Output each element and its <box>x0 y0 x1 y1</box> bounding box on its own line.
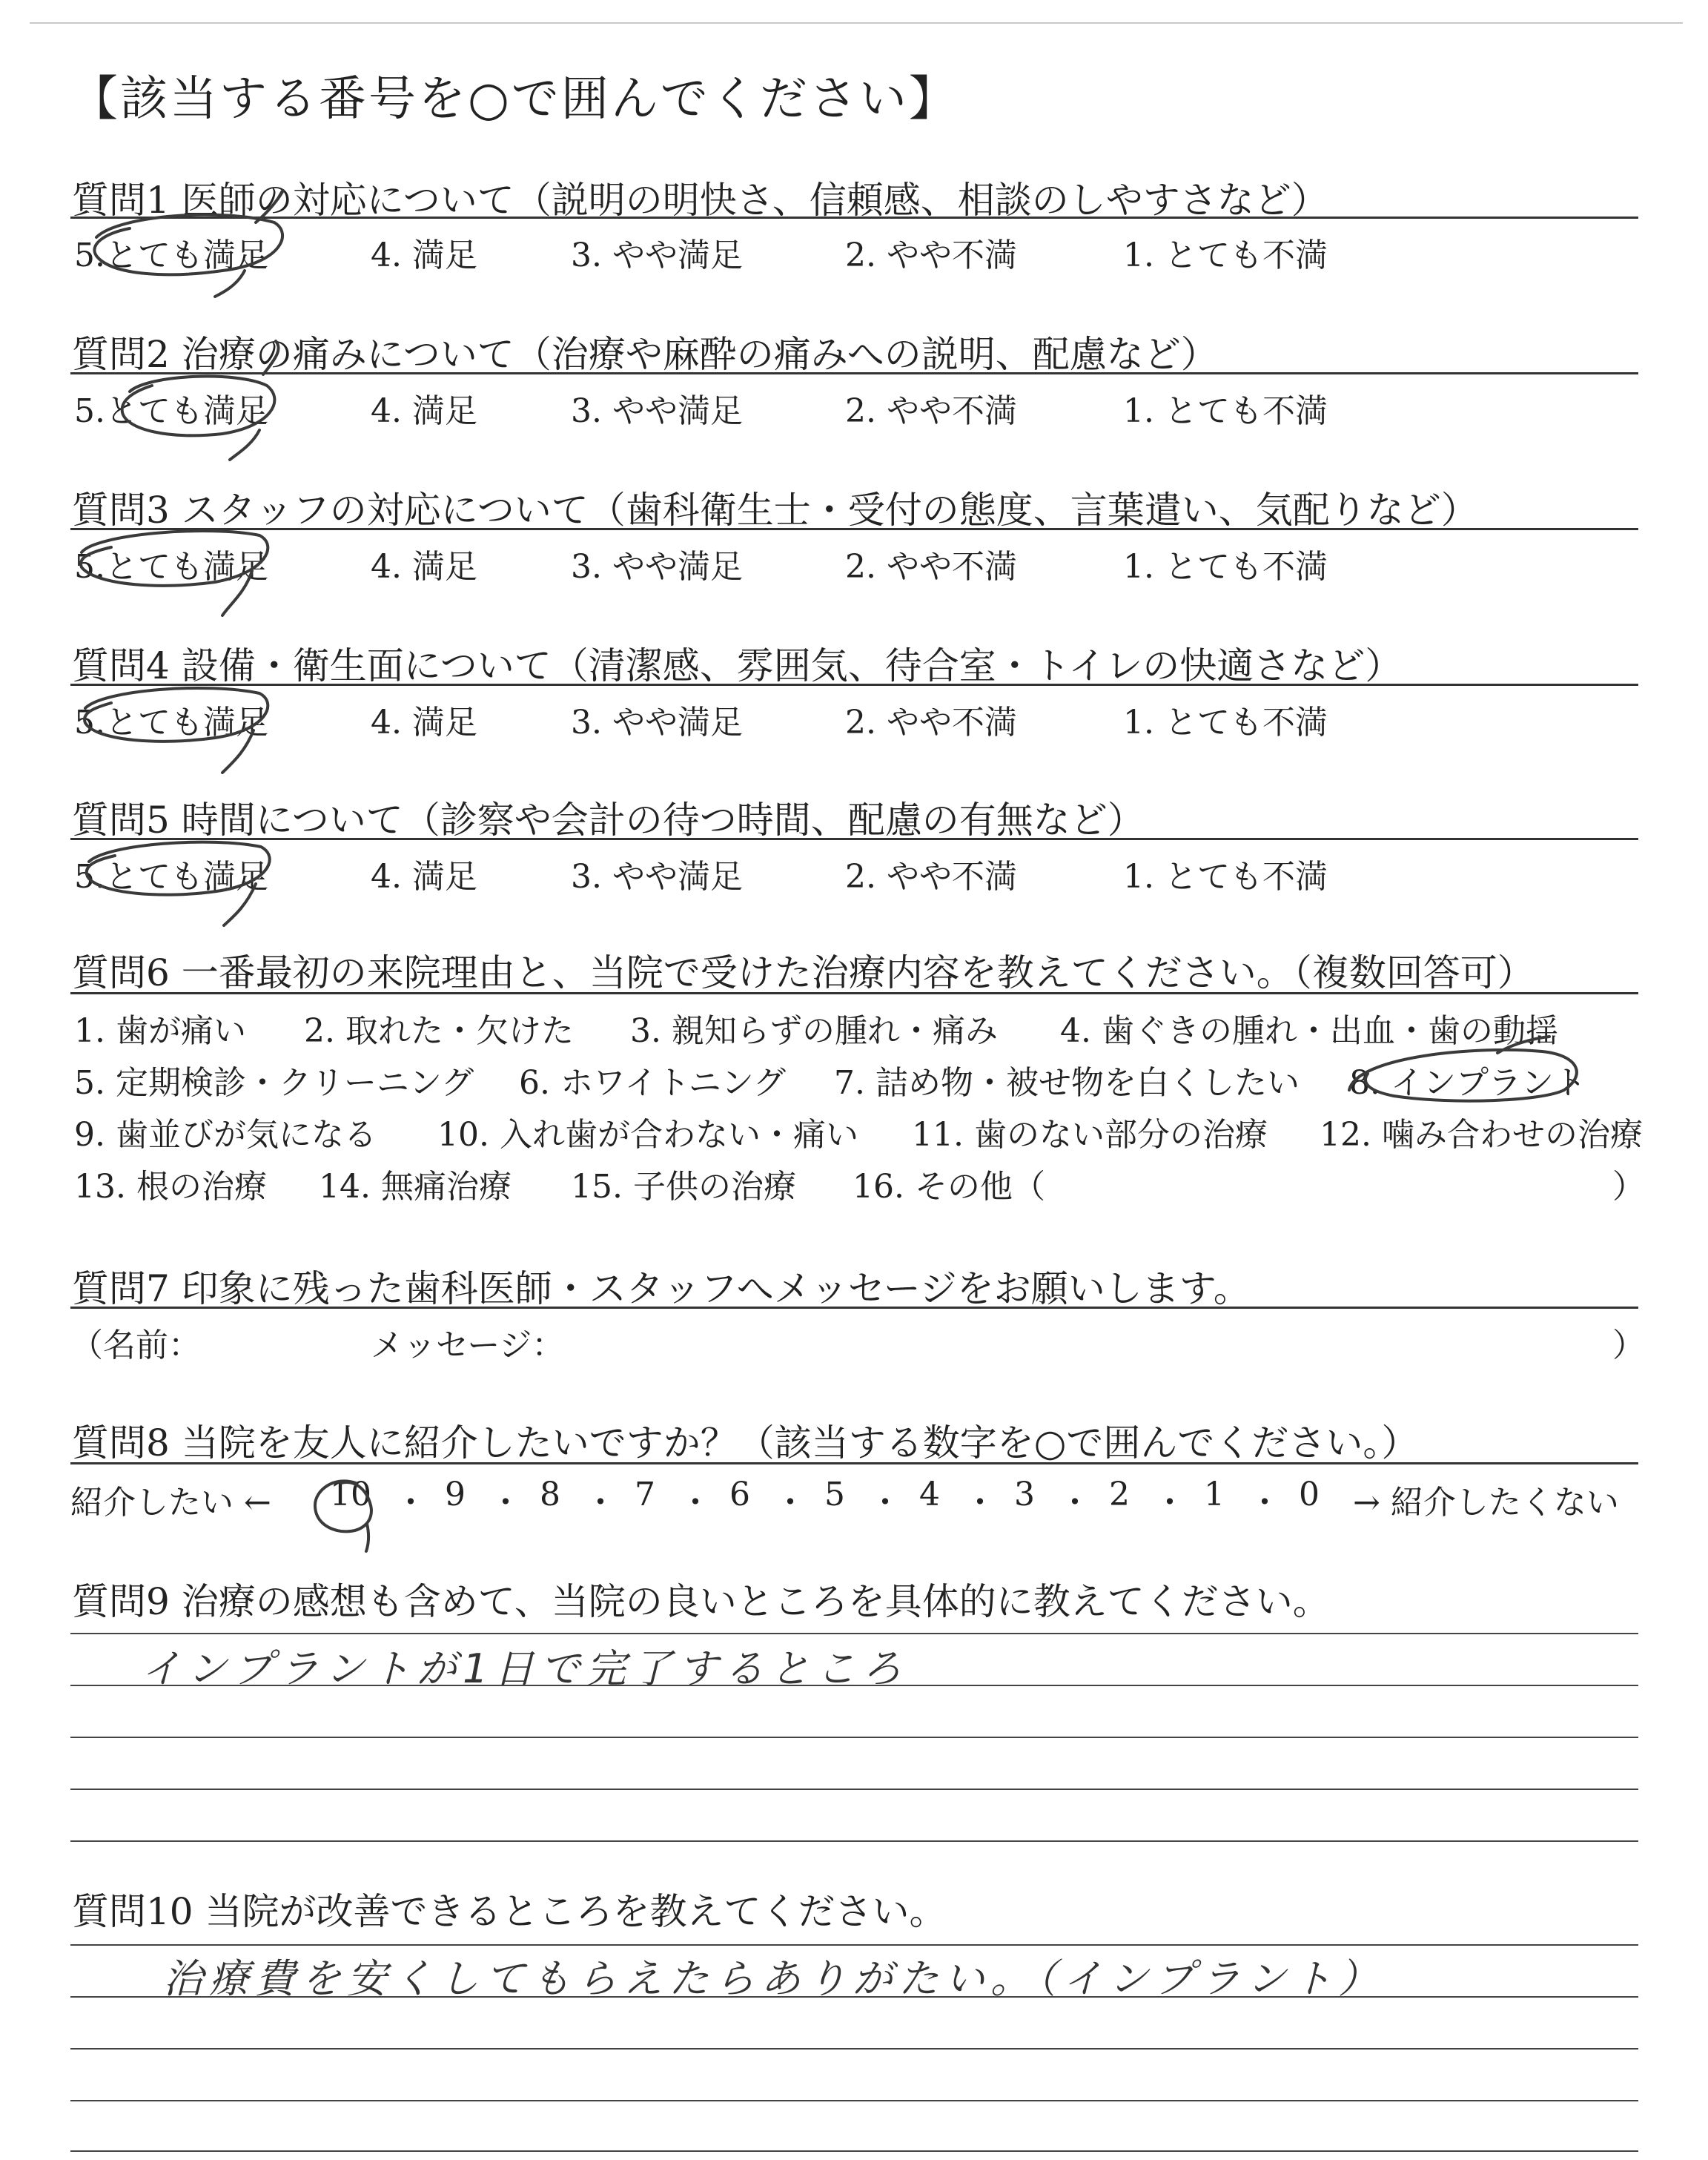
question-7-rule <box>70 1307 1638 1309</box>
q2-option-1[interactable]: 1. とても不満 <box>1123 392 1328 430</box>
question-6-rule <box>70 992 1638 994</box>
q10-answer-line-4 <box>70 2100 1638 2101</box>
question-4-title: 質問4 設備・衛生面について（清潔感、雰囲気、待合室・トイレの快適さなど） <box>72 644 1403 687</box>
q3-option-2[interactable]: 2. やや不満 <box>845 548 1017 586</box>
q6-option-5[interactable]: 5. 定期検診・クリーニング <box>74 1064 474 1102</box>
q8-dot: ・ <box>1153 1484 1186 1522</box>
question-7-title: 質問7 印象に残った歯科医師・スタッフへメッセージをお願いします。 <box>72 1267 1251 1310</box>
q3-option-4[interactable]: 4. 満足 <box>371 548 477 586</box>
q8-dot: ・ <box>1248 1484 1281 1522</box>
q9-answer-line-5 <box>70 1840 1638 1842</box>
q8-scale-4[interactable]: 4 <box>919 1476 940 1513</box>
q1-option-1[interactable]: 1. とても不満 <box>1123 237 1328 274</box>
q8-scale-3[interactable]: 3 <box>1014 1476 1035 1513</box>
q6-option-9[interactable]: 9. 歯並びが気になる <box>74 1116 377 1154</box>
question-1-title: 質問1 医師の対応について（説明の明快さ、信頼感、相談のしやすさなど） <box>72 179 1328 222</box>
q8-dot: ・ <box>869 1484 901 1522</box>
question-8-title: 質問8 当院を友人に紹介したいですか？（該当する数字を○で囲んでください。） <box>72 1421 1419 1464</box>
q9-handwritten-answer: インプラントが1日で完了するところ <box>141 1645 908 1692</box>
q4-option-2[interactable]: 2. やや不満 <box>845 704 1017 742</box>
q8-dot: ・ <box>584 1484 617 1522</box>
q4-option-1[interactable]: 1. とても不満 <box>1123 704 1328 742</box>
q2-option-4[interactable]: 4. 満足 <box>371 392 477 430</box>
q8-dot: ・ <box>489 1484 522 1522</box>
q5-option-5[interactable]: 5.とても満足 <box>74 858 268 896</box>
q6-option-10[interactable]: 10. 入れ歯が合わない・痛い <box>437 1116 858 1154</box>
question-9-title: 質問9 治療の感想も含めて、当院の良いところを具体的に教えてください。 <box>72 1580 1330 1623</box>
q10-answer-line-1 <box>70 1944 1638 1946</box>
question-2-title: 質問2 治療の痛みについて（治療や麻酔の痛みへの説明、配慮など） <box>72 333 1218 376</box>
q8-scale-1[interactable]: 1 <box>1204 1476 1225 1513</box>
q6-option-14[interactable]: 14. 無痛治療 <box>319 1168 512 1206</box>
q4-option-4[interactable]: 4. 満足 <box>371 704 477 742</box>
q6-other-close-paren: ） <box>1612 1168 1645 1206</box>
question-8-rule <box>70 1462 1638 1464</box>
q8-scale-10[interactable]: 10 <box>330 1476 371 1513</box>
q5-option-4[interactable]: 4. 満足 <box>371 858 477 896</box>
q6-option-7[interactable]: 7. 詰め物・被せ物を白くしたい <box>834 1064 1300 1102</box>
q6-option-15[interactable]: 15. 子供の治療 <box>571 1168 796 1206</box>
q7-close-paren: ） <box>1612 1327 1645 1364</box>
q6-option-8[interactable]: 8. インプラント <box>1349 1064 1586 1102</box>
q4-option-3[interactable]: 3. やや満足 <box>571 704 743 742</box>
question-5-rule <box>70 838 1638 840</box>
q7-name-label: （名前： <box>70 1327 201 1364</box>
q9-answer-line-4 <box>70 1789 1638 1790</box>
question-3-title: 質問3 スタッフの対応について（歯科衛生士・受付の態度、言葉遣い、気配りなど） <box>72 489 1478 532</box>
q8-dot: ・ <box>1059 1484 1091 1522</box>
q10-answer-line-5 <box>70 2150 1638 2152</box>
q6-option-16[interactable]: 16. その他（ <box>853 1168 1045 1206</box>
q6-option-12[interactable]: 12. 噛み合わせの治療 <box>1320 1116 1643 1154</box>
q3-option-5[interactable]: 5.とても満足 <box>74 548 268 586</box>
question-1-rule <box>70 217 1638 219</box>
q1-option-2[interactable]: 2. やや不満 <box>845 237 1017 274</box>
q2-option-3[interactable]: 3. やや満足 <box>571 392 743 430</box>
q4-option-5[interactable]: 5.とても満足 <box>74 704 268 742</box>
q8-dot: ・ <box>394 1484 427 1522</box>
question-3-rule <box>70 528 1638 530</box>
q2-option-2[interactable]: 2. やや不満 <box>845 392 1017 430</box>
question-10-title: 質問10 当院が改善できるところを教えてください。 <box>72 1890 947 1933</box>
q1-option-4[interactable]: 4. 満足 <box>371 237 477 274</box>
q9-answer-line-3 <box>70 1737 1638 1738</box>
q9-answer-line-1 <box>70 1633 1638 1634</box>
q8-scale-9[interactable]: 9 <box>445 1476 466 1513</box>
q6-option-6[interactable]: 6. ホワイトニング <box>519 1064 787 1102</box>
q8-scale-2[interactable]: 2 <box>1109 1476 1130 1513</box>
q6-option-4[interactable]: 4. 歯ぐきの腫れ・出血・歯の動揺 <box>1060 1012 1558 1050</box>
q8-scale-5[interactable]: 5 <box>824 1476 845 1513</box>
q6-option-1[interactable]: 1. 歯が痛い <box>74 1012 246 1050</box>
q3-option-3[interactable]: 3. やや満足 <box>571 548 743 586</box>
q3-option-1[interactable]: 1. とても不満 <box>1123 548 1328 586</box>
q8-dot: ・ <box>679 1484 712 1522</box>
question-4-rule <box>70 684 1638 686</box>
question-6-title: 質問6 一番最初の来院理由と、当院で受けた治療内容を教えてください。（複数回答可） <box>72 951 1535 994</box>
q8-scale-8[interactable]: 8 <box>540 1476 560 1513</box>
q1-option-5[interactable]: 5.とても満足 <box>74 237 268 274</box>
q6-option-2[interactable]: 2. 取れた・欠けた <box>304 1012 574 1050</box>
q10-handwritten-answer: 治療費を安くしてもらえたらありがたい。（インプラント） <box>163 1955 1384 2002</box>
q8-left-label: 紹介したい ← <box>70 1484 271 1522</box>
q10-answer-line-3 <box>70 2048 1638 2050</box>
page-top-border <box>30 22 1683 24</box>
q8-scale-0[interactable]: 0 <box>1299 1476 1320 1513</box>
q8-scale-7[interactable]: 7 <box>635 1476 655 1513</box>
q2-option-5[interactable]: 5.とても満足 <box>74 392 268 430</box>
q8-dot: ・ <box>774 1484 807 1522</box>
q8-right-label: → 紹介したくない <box>1353 1484 1619 1522</box>
form-header: 【該当する番号を○で囲んでください】 <box>70 72 959 127</box>
q5-option-3[interactable]: 3. やや満足 <box>571 858 743 896</box>
q6-option-13[interactable]: 13. 根の治療 <box>74 1168 267 1206</box>
q8-scale-6[interactable]: 6 <box>729 1476 750 1513</box>
q8-dot: ・ <box>964 1484 996 1522</box>
q5-option-1[interactable]: 1. とても不満 <box>1123 858 1328 896</box>
q1-option-3[interactable]: 3. やや満足 <box>571 237 743 274</box>
q7-message-label: メッセージ： <box>371 1327 565 1364</box>
question-5-title: 質問5 時間について（診察や会計の待つ時間、配慮の有無など） <box>72 799 1145 842</box>
question-2-rule <box>70 372 1638 374</box>
q5-option-2[interactable]: 2. やや不満 <box>845 858 1017 896</box>
q6-option-3[interactable]: 3. 親知らずの腫れ・痛み <box>630 1012 998 1050</box>
q6-option-11[interactable]: 11. 歯のない部分の治療 <box>912 1116 1268 1154</box>
